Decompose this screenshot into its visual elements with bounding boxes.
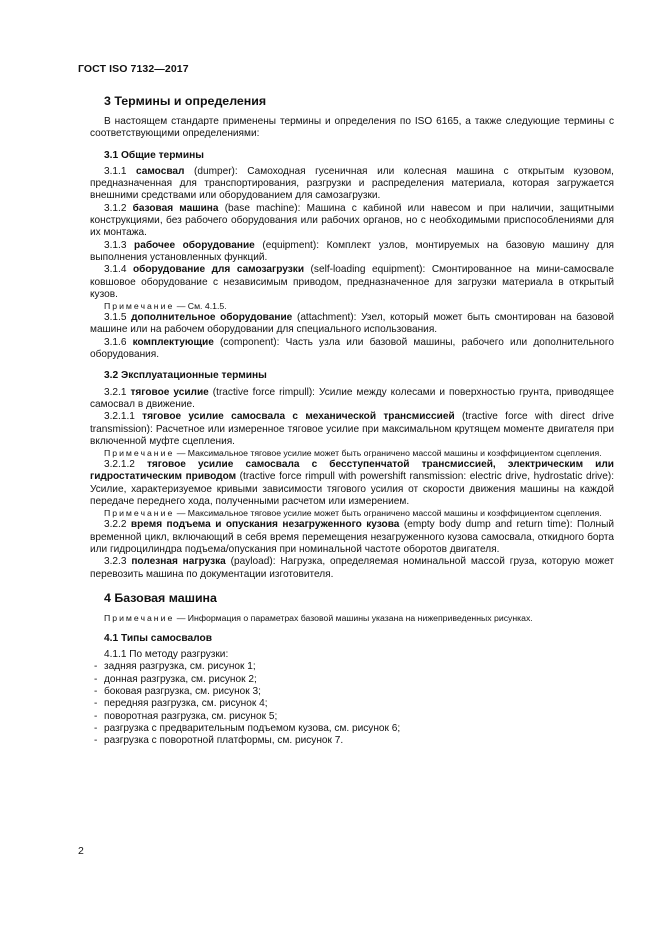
- page-number: 2: [78, 845, 84, 857]
- list-item: - разгрузка с поворотной платформы, см. рисунок 7.: [90, 735, 614, 747]
- term-3-1-4: 3.1.4 оборудование для самозагрузки (self-loading equipment): Смонтированное на мини-самосвале ковшовое оборудование с независимым приводом, предназначенное для загрузки материала в открытый кузов.: [90, 264, 614, 300]
- list-item: - разгрузка с предварительным подъемом кузова, см. рисунок 6;: [90, 723, 614, 735]
- term-3-2-3: 3.2.3 полезная нагрузка (payload): Нагрузка, определяемая номинальной массой груза, которую может перевозить машина по документации изготовителя.: [90, 556, 614, 580]
- section-3-title: 3 Термины и определения: [104, 94, 267, 108]
- term-3-1-1: 3.1.1 самосвал (dumper): Самоходная гусеничная или колесная машина с открытым кузовом, предназначенная для транспортирования, разгрузки и распределения материала, которая загружается внешними средствами или оборудованием для самозагрузки.: [90, 165, 614, 202]
- term-3-2-2: 3.2.2 время подъема и опускания незагруженного кузова (empty body dump and return time): Полный временной цикл, включающий в себя время перемещения незагруженного кузова самосвала, откидного борта или гидроцилиндра подъема/опускания при номинальной частоте оборотов двигателя.: [90, 519, 614, 555]
- subsection-3-2-title: 3.2 Эксплуатационные термины: [104, 370, 267, 382]
- list-item: - передняя разгрузка, см. рисунок 4;: [90, 698, 614, 710]
- term-3-2-1-2: 3.2.1.2 тяговое усилие самосвала с бесступенчатой трансмиссией, электрическим или гидростатическим приводом (tractive force rimpull with powershift ransmission: electric drive, hydrostatic drive): Усилие, характеризуемое кривыми зависимости тягового усилия от скорости движения машины на каждой передаче переднего хода, полученными расчетом или измерением.: [90, 459, 615, 508]
- subsection-3-1-title: 3.1 Общие термины: [104, 149, 204, 161]
- term-3-1-3: 3.1.3 рабочее оборудование (equipment): Комплект узлов, монтируемых на базовую машину для выполнения установленных функций.: [90, 239, 614, 263]
- subsection-4-1-title: 4.1 Типы самосвалов: [104, 632, 213, 644]
- section-3-intro: В настоящем стандарте применены термины и определения по ISO 6165, а также следующие термины с соответствующими определениями:: [90, 116, 614, 140]
- list-item: - боковая разгрузка, см. рисунок 3;: [90, 686, 614, 698]
- note-3-1-4: Примечание — См. 4.1.5.: [104, 301, 227, 312]
- note-3-2-1-1: Примечание — Максимальное тяговое усилие может быть ограничено массой машины и коэффициентом сцепления.: [104, 448, 602, 459]
- term-3-1-2: 3.1.2 базовая машина (base machine): Машина с кабиной или навесом и при наличии, защитными конструкциями, без рабочего оборудования или рабочих органов, но с необходимыми приспособлениями для их монтажа.: [90, 202, 614, 239]
- term-3-2-1: 3.2.1 тяговое усилие (tractive force rimpull): Усилие между колесами и поверхностью грунта, приводящее самосвал в движение.: [90, 386, 614, 410]
- list-item: - поворотная разгрузка, см. рисунок 5;: [90, 711, 614, 723]
- list-item: - донная разгрузка, см. рисунок 2;: [90, 674, 614, 686]
- list-item: - задняя разгрузка, см. рисунок 1;: [90, 661, 614, 673]
- page-content: [90, 94, 614, 747]
- term-3-2-1-1: 3.2.1.1 тяговое усилие самосвала с механической трансмиссией (tractive force with direct drive transmission): Расчетное или измеренное тяговое усилие при максимальном крутящем моменте двигателя при включенной муфте сцепления.: [90, 411, 614, 447]
- section-4-title: 4 Базовая машина: [104, 590, 217, 605]
- term-3-1-6: 3.1.6 комплектующие (component): Часть узла или базовой машины, рабочего или дополнительного оборудования.: [90, 336, 614, 361]
- note-3-2-1-2: Примечание — Максимальное тяговое усилие может быть ограничено массой машины и коэффициентом сцепления.: [104, 508, 602, 519]
- document-header-code: ГОСТ ISO 7132—2017: [78, 63, 189, 75]
- clause-4-1-1: 4.1.1 По методу разгрузки:: [104, 649, 229, 661]
- note-section-4: Примечание — Информация о параметрах базовой машины указана на нижеприведенных рисунках.: [104, 612, 533, 623]
- unloading-methods-list: [90, 661, 614, 747]
- term-3-1-5: 3.1.5 дополнительное оборудование (attachment): Узел, который может быть смонтирован на базовой машине или на рабочем оборудовании для специального использования.: [90, 312, 614, 336]
